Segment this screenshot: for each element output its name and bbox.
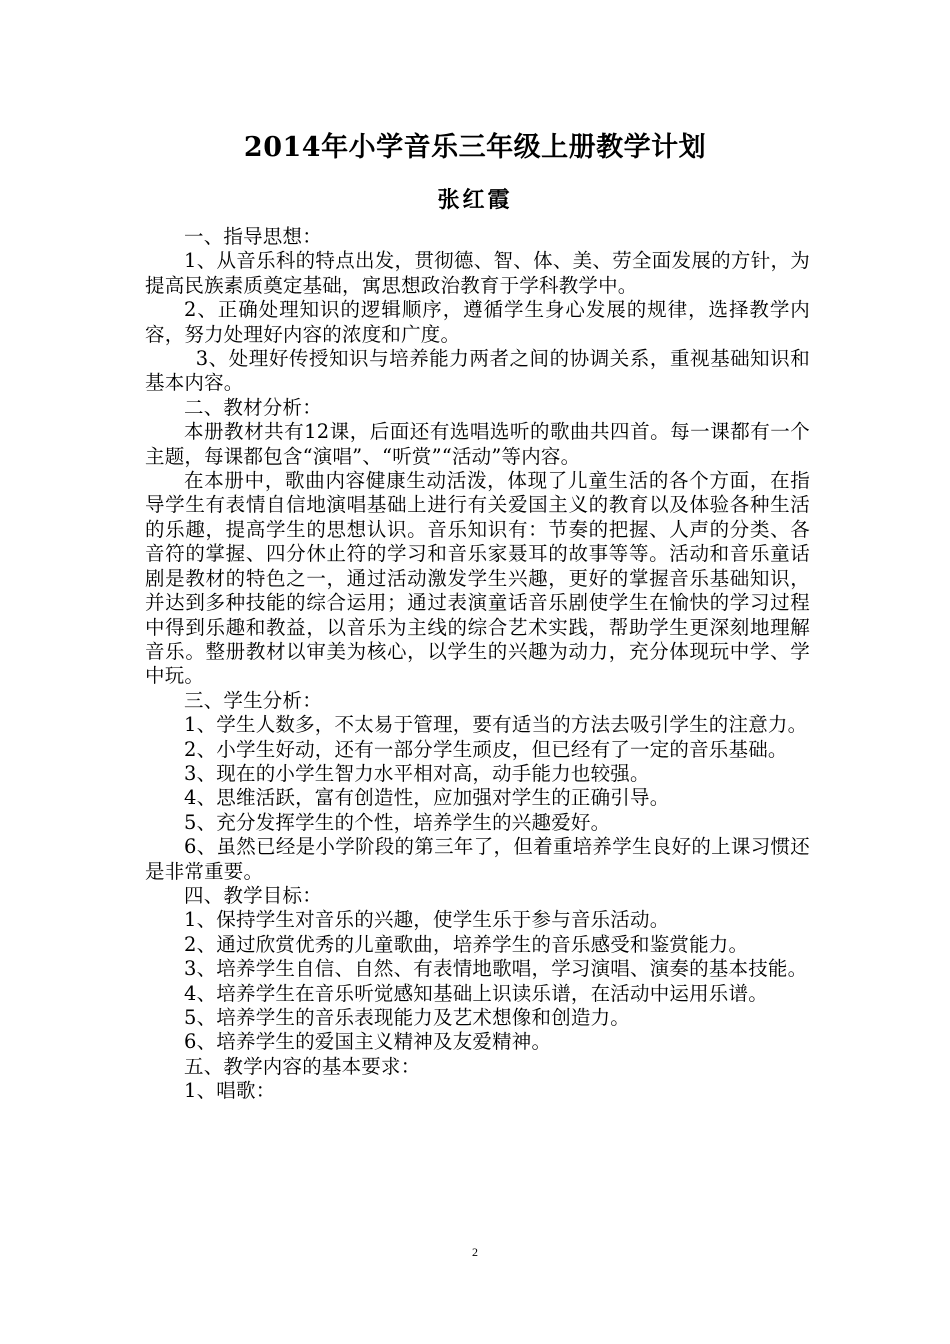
paragraph: 1、唱歌： [184, 1079, 276, 1103]
paragraph: 4、培养学生在音乐听觉感知基础上识读乐谱，在活动中运用乐谱。 [184, 981, 768, 1005]
paragraph: 3、处理好传授知识与培养能力两者之间的协调关系，重视基础知识和基本内容。 [145, 347, 810, 395]
section-heading-student-analysis: 三、学生分析： [184, 688, 322, 712]
paragraph: 1、学生人数多，不太易于管理，要有适当的方法去吸引学生的注意力。 [184, 713, 808, 737]
paragraph: 1、从音乐科的特点出发，贯彻德、智、体、美、劳全面发展的方针，为提高民族素质奠定基础，寓思想政治教育于学科教学中。 [145, 249, 810, 297]
paragraph: 1、保持学生对音乐的兴趣，使学生乐于参与音乐活动。 [184, 908, 670, 932]
paragraph: 3、现在的小学生智力水平相对高，动手能力也较强。 [184, 761, 650, 785]
paragraph: 在本册中，歌曲内容健康生动活泼，体现了儿童生活的各个方面，在指导学生有表情自信地演唱基础上进行有关爱国主义的教育以及体验各种生活的乐趣，提高学生的思想认识。音乐知识有：节奏的把握、人声的分类、各音符的掌握、四分休止符的学习和音乐家聂耳的故事等等。活动和音乐童话剧是教材的特色之一，通过活动激发学生兴趣，更好的掌握音乐基础知识，并达到多种技能的综合运用；通过表演童话音乐剧使学生在愉快的学习过程中得到乐趣和教益，以音乐为主线的综合艺术实践，帮助学生更深刻地理解音乐。整册教材以审美为核心，以学生的兴趣为动力，充分体现玩中学、学中玩。 [145, 469, 810, 688]
paragraph: 4、思维活跃，富有创造性，应加强对学生的正确引导。 [184, 786, 670, 810]
paragraph: 2、通过欣赏优秀的儿童歌曲，培养学生的音乐感受和鉴赏能力。 [184, 932, 749, 956]
paragraph: 6、培养学生的爱国主义精神及友爱精神。 [184, 1030, 552, 1054]
document-body [145, 225, 810, 1104]
document-title: 2014年小学音乐三年级上册教学计划 [243, 132, 707, 163]
page-number: 2 [472, 1245, 478, 1259]
paragraph: 2、正确处理知识的逻辑顺序，遵循学生身心发展的规律，选择教学内容，努力处理好内容的浓度和广度。 [145, 298, 810, 346]
section-heading-content-requirements: 五、教学内容的基本要求： [184, 1054, 421, 1078]
paragraph: 本册教材共有12课，后面还有选唱选听的歌曲共四首。每一课都有一个主题，每课都包含“演唱”、“听赏”“活动”等内容。 [145, 420, 810, 468]
paragraph: 6、虽然已经是小学阶段的第三年了，但着重培养学生良好的上课习惯还是非常重要。 [145, 835, 810, 883]
section-heading-guiding-thought: 一、指导思想： [184, 225, 322, 248]
paragraph: 3、培养学生自信、自然、有表情地歌唱，学习演唱、演奏的基本技能。 [184, 957, 808, 981]
section-heading-textbook-analysis: 二、教材分析： [184, 395, 322, 419]
section-heading-teaching-goals: 四、教学目标： [184, 883, 322, 907]
document-author: 张红霞 [437, 187, 513, 213]
paragraph: 5、培养学生的音乐表现能力及艺术想像和创造力。 [184, 1006, 631, 1029]
paragraph: 5、充分发挥学生的个性，培养学生的兴趣爱好。 [184, 810, 611, 834]
paragraph: 2、小学生好动，还有一部分学生顽皮，但已经有了一定的音乐基础。 [184, 737, 788, 761]
